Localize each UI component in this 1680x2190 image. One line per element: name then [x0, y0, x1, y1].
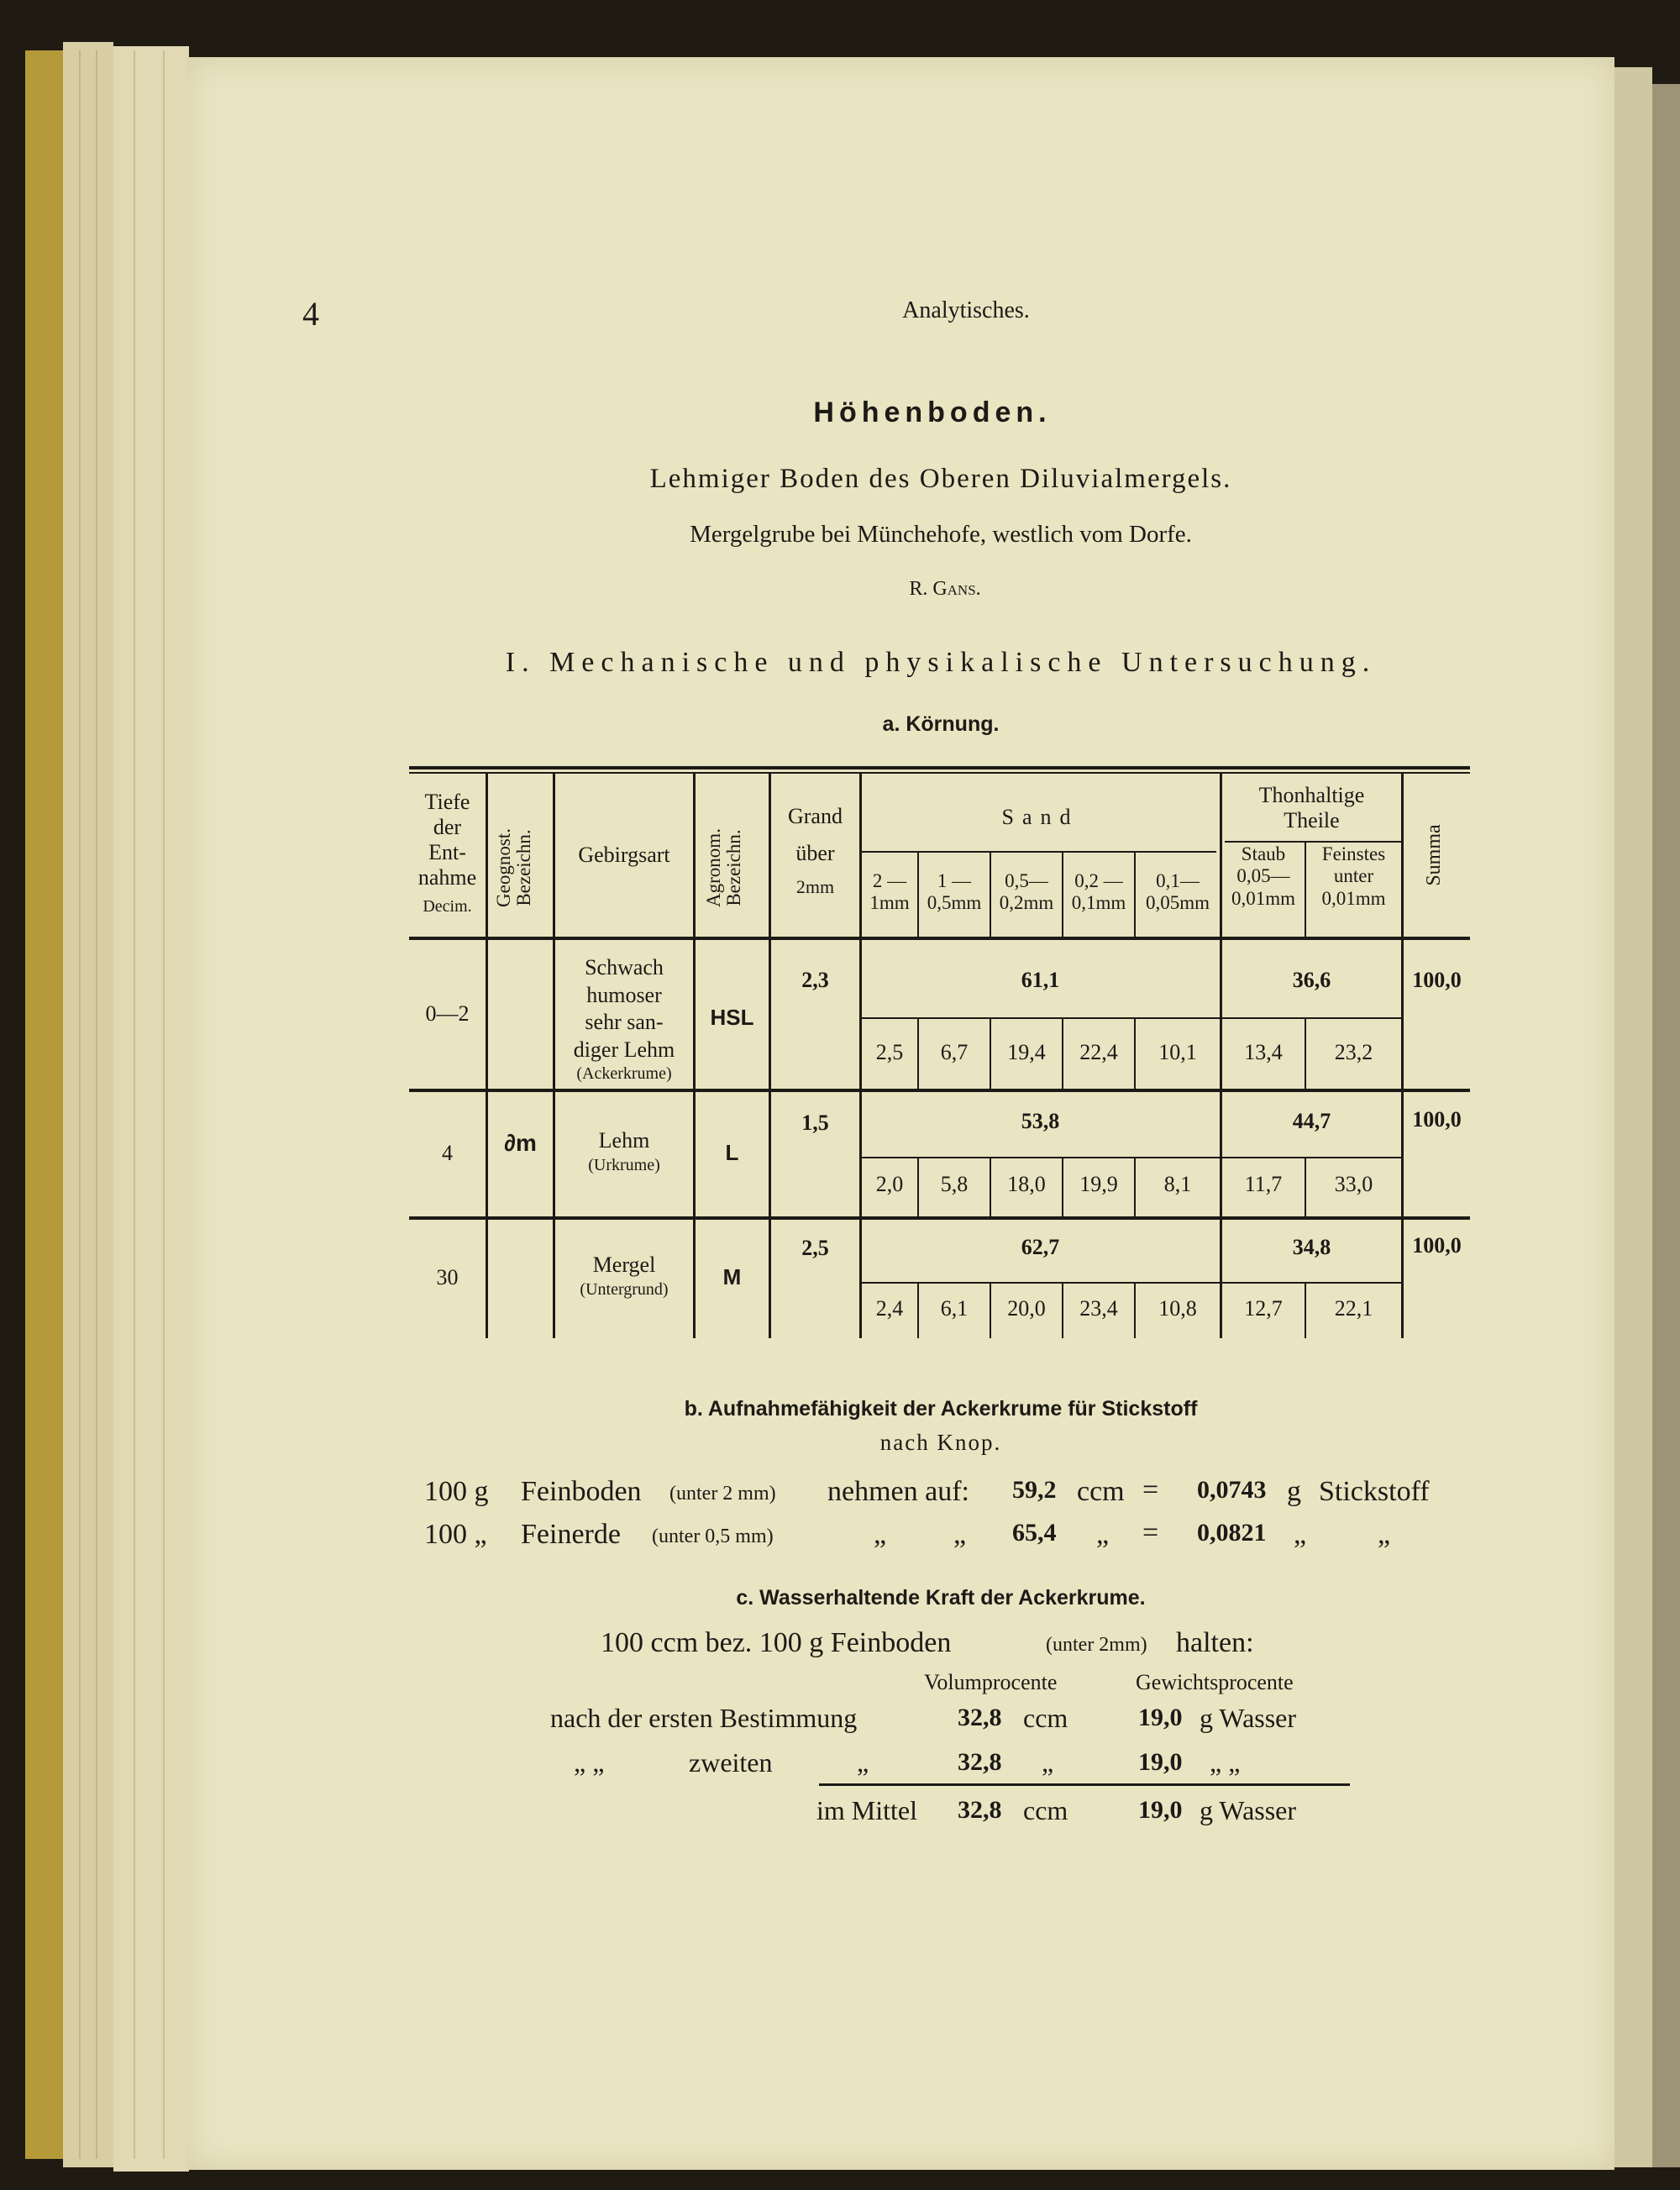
header-summa: Summa [1423, 824, 1445, 886]
page-number: 4 [302, 295, 319, 333]
thon-total: 36,6 [1292, 968, 1331, 992]
material: Feinerde [521, 1519, 621, 1550]
size-note: (unter 0,5 mm) [652, 1526, 774, 1547]
mass-unit: g [1287, 1476, 1301, 1507]
header-thon-staub: Staub 0,05— 0,01mm [1231, 843, 1296, 909]
subsection-a-heading: a. Körnung. [882, 712, 1000, 736]
mass-value: 0,0821 [1197, 1519, 1267, 1547]
sand-value: 8,1 [1163, 1172, 1192, 1196]
ditto-mark: „ [874, 1519, 887, 1550]
volume-value: 65,4 [1012, 1519, 1057, 1547]
ditto-mark: „ [1294, 1519, 1307, 1550]
thon-total: 44,7 [1292, 1109, 1331, 1133]
running-head: Analytisches. [902, 297, 1030, 323]
volume-unit: ccm [1023, 1703, 1068, 1733]
volume-unit: ccm [1023, 1795, 1068, 1825]
header-thon: Thonhaltige Theile [1258, 783, 1365, 832]
volume-value: 32,8 [958, 1796, 1002, 1824]
summa-value: 100,0 [1412, 1233, 1462, 1258]
header-sand-col-4: 0,2 — 0,1mm [1071, 870, 1126, 914]
header-thon-feinstes: Feinstes unter 0,01mm [1321, 843, 1386, 909]
volume-value: 59,2 [1012, 1476, 1057, 1504]
sum-rule [819, 1783, 1350, 1786]
subtitle: Lehmiger Boden des Oberen Diluvialmergels. [649, 464, 1232, 494]
tiefe-value: 4 [442, 1141, 453, 1165]
agronom-value: L [725, 1140, 739, 1165]
sand-value: 18,0 [1007, 1172, 1046, 1196]
ditto-mark: „ [953, 1519, 967, 1550]
mass-value: 0,0743 [1197, 1476, 1267, 1504]
header-gebirgsart: Gebirgsart [578, 843, 670, 867]
row-label: zweiten [689, 1747, 773, 1778]
material: Feinboden [521, 1476, 642, 1507]
ditto-mark: „ [1042, 1747, 1054, 1778]
weight-value: 19,0 [1138, 1796, 1183, 1824]
header-agronom: Agronom. Bezeichn. [703, 828, 745, 907]
weight-value: 19,0 [1138, 1748, 1183, 1776]
location-line: Mergelgrube bei Münchehofe, westlich vom Dorfe. [690, 521, 1192, 548]
weight-value: 19,0 [1138, 1704, 1183, 1731]
sand-value: 5,8 [940, 1172, 969, 1196]
header-sand-col-2: 1 — 0,5mm [927, 870, 982, 914]
ditto-mark: „ [1378, 1519, 1391, 1550]
intro-verb: halten: [1176, 1627, 1254, 1658]
thon-value: 33,0 [1334, 1172, 1373, 1196]
ditto-mark: „ „ [574, 1747, 605, 1778]
sand-value: 10,8 [1158, 1296, 1197, 1321]
intro-text: 100 ccm bez. 100 g Feinboden [601, 1627, 952, 1658]
sand-value: 10,1 [1158, 1040, 1197, 1064]
gebirgsart-value: Lehm (Urkrume) [588, 1128, 660, 1174]
sand-value: 2,0 [875, 1172, 904, 1196]
sand-value: 19,9 [1079, 1172, 1118, 1196]
header-sand-col-3: 0,5— 0,2mm [999, 870, 1054, 914]
sand-total: 53,8 [1021, 1109, 1060, 1133]
thon-value: 11,7 [1244, 1172, 1283, 1196]
amount: 100 „ [424, 1519, 487, 1550]
sand-value: 23,4 [1079, 1296, 1118, 1321]
gebirgsart-value: Schwach humoser sehr san- diger Lehm (Ackerkrume) [573, 955, 675, 1083]
agronom-value: HSL [710, 1005, 754, 1030]
sand-value: 19,4 [1007, 1040, 1046, 1064]
weight-unit: g Wasser [1200, 1703, 1297, 1733]
volume-value: 32,8 [958, 1704, 1002, 1731]
sand-value: 20,0 [1007, 1296, 1046, 1321]
section-b-subtitle: nach Knop. [879, 1430, 1002, 1455]
agronom-value: M [722, 1264, 742, 1289]
summa-value: 100,0 [1412, 1107, 1462, 1132]
sand-value: 6,1 [940, 1296, 969, 1321]
equals: = [1142, 1517, 1159, 1548]
section-b-heading: b. Aufnahmefähigkeit der Ackerkrume für Stickstoff [684, 1397, 1198, 1421]
sand-value: 2,4 [875, 1296, 904, 1321]
volume-unit: ccm [1077, 1476, 1125, 1507]
thon-value: 23,2 [1334, 1040, 1373, 1064]
ditto-mark: „ [857, 1747, 869, 1778]
grand-value: 2,3 [801, 968, 829, 992]
header-grand: Grand über 2mm [788, 804, 843, 897]
header-sand-col-5: 0,1— 0,05mm [1145, 870, 1210, 914]
header-tiefe: Tiefe der Ent- nahme Decim. [417, 790, 477, 916]
thon-value: 13,4 [1244, 1040, 1283, 1064]
row-label: nach der ersten Bestimmung [550, 1703, 858, 1733]
tiefe-value: 30 [436, 1265, 459, 1289]
author: R. Gans. [909, 578, 981, 600]
sand-value: 22,4 [1079, 1040, 1118, 1064]
amount: 100 g [424, 1476, 489, 1507]
thon-value: 22,1 [1334, 1296, 1373, 1321]
sand-total: 61,1 [1021, 968, 1060, 992]
substance: Stickstoff [1319, 1476, 1430, 1507]
equals: = [1142, 1474, 1159, 1505]
thon-value: 12,7 [1244, 1296, 1283, 1321]
page-title: Höhenboden. [813, 397, 1052, 428]
size-note: (unter 2mm) [1046, 1634, 1147, 1656]
row-label: im Mittel [816, 1795, 917, 1825]
sand-value: 6,7 [940, 1040, 969, 1064]
grand-value: 1,5 [801, 1111, 829, 1135]
volume-value: 32,8 [958, 1748, 1002, 1776]
weight-unit: g Wasser [1200, 1795, 1297, 1825]
size-note: (unter 2 mm) [669, 1483, 776, 1505]
gebirgsart-value: Mergel (Untergrund) [580, 1253, 669, 1299]
column-header-volumprocente: Volumprocente [924, 1670, 1058, 1694]
header-sand: Sand [1001, 805, 1079, 829]
ditto-mark: „ [1096, 1519, 1110, 1550]
ditto-mark: „ „ [1210, 1747, 1241, 1778]
header-geognost: Geognost. Bezeichn. [493, 828, 535, 907]
sand-value: 2,5 [875, 1040, 904, 1064]
geognost-symbol: ∂m [504, 1130, 537, 1156]
section-c-heading: c. Wasserhaltende Kraft der Ackerkrume. [736, 1586, 1146, 1610]
section-heading-1: I. Mechanische und physikalische Untersuchung. [505, 647, 1377, 678]
verb: nehmen auf: [827, 1476, 969, 1507]
header-sand-col-1: 2 — 1mm [869, 870, 910, 914]
tiefe-value: 0—2 [425, 1001, 470, 1026]
column-header-gewichtsprocente: Gewichtsprocente [1136, 1670, 1294, 1694]
sand-total: 62,7 [1021, 1235, 1060, 1259]
thon-total: 34,8 [1292, 1235, 1331, 1259]
grand-value: 2,5 [801, 1236, 829, 1260]
summa-value: 100,0 [1412, 968, 1462, 992]
